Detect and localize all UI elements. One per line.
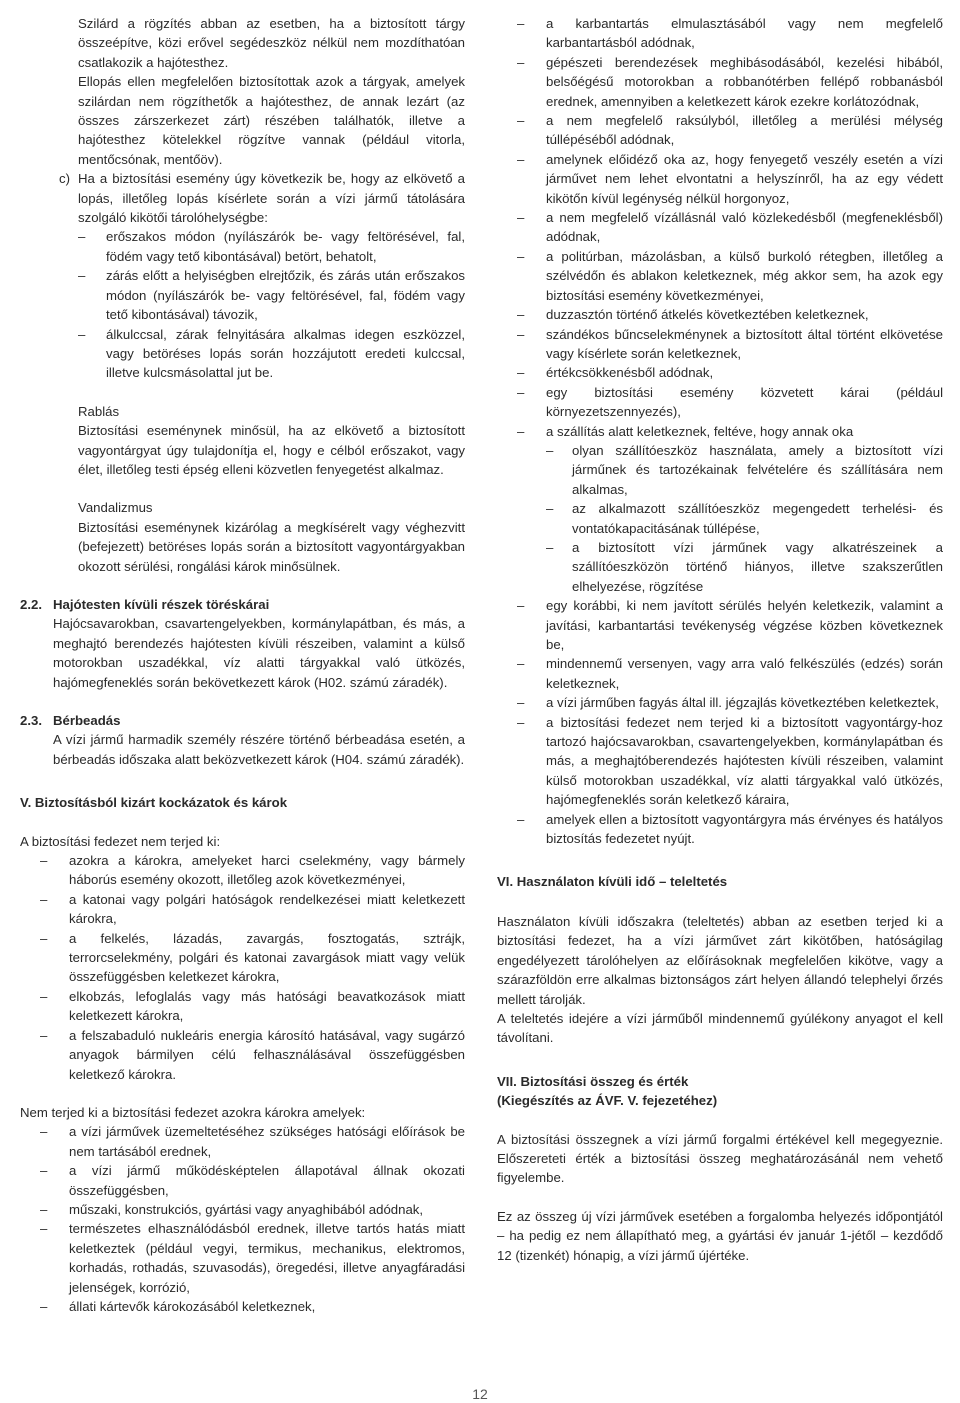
section-vii-text-2: Ez az összeg új vízi járművek esetében a forgalomba helyezés időpontjától – ha pedig ez nem állapítható meg, a gyártási év január 1-jétől – kezdődő 12 (tizenkét) hónapig, a vízi jármű újértéke. (497, 1208, 943, 1263)
exclusion-item: – a felszabaduló nukleáris energia károsító hatásával, vagy sugárzó anyagok bármilyen célú felhasználásával összefüggésben keletkező károkra. (20, 1026, 465, 1084)
section-2-3-number: 2.3. (20, 713, 42, 728)
exclusion-item: – azokra a károkra, amelyeket harci cselekmény, vagy bármely háborús esemény okozott, illetőleg azok következményei, (20, 851, 465, 890)
clause-c (20, 169, 465, 227)
exclusion-item: – természetes elhasználódásból erednek, illetve tartós hatás miatt keletkeztek (például vegyi, termikus, mechanikus, elektromos, korhadás, rothadás, szuvasodás), öregedési, illetve anyagfáradási jelenségek, korrózió, (20, 1219, 465, 1297)
exclusion-item: – a vízi jármű működésképtelen állapotával állnak okozati összefüggésben, (20, 1161, 465, 1200)
section-2-2-text: Hajócsavarokban, csavartengelyekben, kormánylapátban, és más, a meghajtó berendezés hajótesten kívüli részeiben, valamint a külső motorokban uszadékkal, víz alatti tárgyakkal való ütközés, hajómegfeneklés során bekövetkezett károk (H02. számú záradék). (53, 616, 465, 690)
intro-paragraph: Szilárd a rögzítés abban az esetben, ha a biztosított tárgy összeépítve, közi erővel segédeszköz nélkül nem mozdíthatóan csatlakozik a hajótesthez. (78, 16, 465, 70)
section-v-title: V. Biztosításból kizárt kockázatok és károk (20, 795, 288, 811)
exclusion-item: – amelyek ellen a biztosított vagyontárgyra más érvényes és hatályos biztosítás fedezetet nyújt. (497, 810, 943, 849)
exclusion-item: – duzzasztón történő átkelés következtében keletkeznek, (497, 305, 943, 324)
section-vii-title: VII. Biztosítási összeg és érték (497, 1073, 689, 1089)
exclusion-item: – a politúrban, mázolásban, a külső burkoló rétegben, illetőleg a szélvédőn és ablakon keletkeznek, még akkor sem, ha azok egy biztosítási esemény következményei, (497, 247, 943, 305)
exclusion-item: – egy korábbi, ki nem javított sérülés helyén keletkezik, valamint a javítási, karbantartási tevékenység végzése közben következnek be, (497, 596, 943, 654)
section-2-3-title: Bérbeadás (53, 713, 121, 728)
robbery-text: Biztosítási eseménynek minősül, ha az elkövető a biztosított vagyontárgyat úgy tulajdonítja el, hogy e célból erőszakot, vagy élet, illetőleg testi épség elleni közvetlen fenyegetést alkalmaz. (78, 423, 465, 477)
exclusion-item: – a felkelés, lázadás, zavargás, fosztogatás, sztrájk, terrorcselekmény, polgári és katonai zavargások miatt vagy velük összefüggésben keletkezet károkra, (20, 929, 465, 987)
section-v-intro: A biztosítási fedezet nem terjed ki: (20, 833, 221, 849)
clause-c-item: – zárás előtt a helyiségben elrejtőzik, és zárás után erőszakos módon (nyílászárók be- vagy feltörésével, fal, födém vagy tető kibontásával) távozik, (20, 266, 465, 324)
exclusion-item: – értékcsökkenésből adódnak, (497, 363, 943, 382)
vandalism-text: Biztosítási eseménynek kizárólag a megkísérelt vagy véghezvitt (befejezett) betöréses lopás során a biztosított vagyontárgyakban okozott sérülési, rongálási károk minősülnek. (78, 519, 465, 574)
clause-c-item: – álkulccsal, zárak felnyitására alkalmas idegen eszközzel, vagy betöréses lopás során hozzájutott eredeti kulccsal, illetve kulcsmásolattal jut be. (20, 325, 465, 383)
section-vi-text-2: A teleltetés idejére a vízi járműből mindennemű gyúlékony anyagot el kell távolítani. (497, 1010, 943, 1046)
right-column (497, 14, 943, 1265)
clause-c-text: Ha a biztosítási esemény úgy következik be, hogy az elkövető a lopás, illetőleg lopás kísérlete során a vízi jármű tátolására szolgáló kikötői tárolóhelységbe: (78, 171, 465, 226)
exclusion-item: – a karbantartás elmulasztásából vagy nem megfelelő karbantartásból adódnak, (497, 14, 943, 53)
exclusion-item: – a szállítás alatt keletkeznek, feltéve, hogy annak oka (497, 422, 943, 441)
exclusion-item: – gépészeti berendezések meghibásodásából, kezelési hibából, belsőégésű motorokban a robbanótérben fellépő robbanásból erednek, amennyiben a keletkezett károk ezekre korlátozódnak, (497, 53, 943, 111)
section-v2-intro: Nem terjed ki a biztosítási fedezet azokra károkra amelyek: (20, 1104, 366, 1120)
left-column (20, 14, 465, 1316)
section-vi-title: VI. Használaton kívüli idő – teleltetés (497, 874, 728, 890)
exclusion-item: – a katonai vagy polgári hatóságok rendelkezései miatt keletkezett károkra, (20, 890, 465, 929)
section-vii-subtitle: (Kiegészítés az ÁVF. V. fejezetéhez) (497, 1093, 718, 1109)
clause-c-label: c) (59, 171, 70, 187)
exclusion-item: – állati kártevők károkozásából keletkeznek, (20, 1297, 465, 1316)
exclusion-item: – szándékos bűncselekménynek a biztosított által történt elkövetése vagy kísérlete során keletkeznek, (497, 325, 943, 364)
exclusion-item: – elkobzás, lefoglalás vagy más hatósági beavatkozások miatt keletkezett károkra, (20, 987, 465, 1026)
robbery-title: Rablás (78, 403, 120, 419)
vandalism-title: Vandalizmus (78, 500, 153, 516)
page-number: 12 (472, 1386, 488, 1402)
transport-subitem: – a biztosított vízi járműnek vagy alkatrészeinek a szállítóeszközön történő hiányos, illetve szakszerűtlen elhelyezése, rögzítése (497, 538, 943, 596)
section-2-2-title: Hajótesten kívüli részek töréskárai (53, 596, 270, 612)
section-2-2 (20, 595, 465, 692)
exclusion-item: – mindennemű versenyen, vagy arra való felkészülés (edzés) során keletkeznek, (497, 654, 943, 693)
exclusion-item: – a nem megfelelő vízállásnál való közlekedésből (megfeneklésből) adódnak, (497, 208, 943, 247)
transport-subitem: – az alkalmazott szállítóeszköz megengedett terhelési- és vontatókapacitásának túllépése, (497, 499, 943, 538)
exclusion-item: – a vízi járműben fagyás által ill. jégzajlás következtében keletkeztek, (497, 693, 943, 712)
transport-subitem: – olyan szállítóeszköz használata, amely a biztosított vízi járműnek és tartozékainak felvételére és szállítására nem alkalmas, (497, 441, 943, 499)
section-2-2-number: 2.2. (20, 596, 42, 612)
exclusion-item: – a biztosítási fedezet nem terjed ki a biztosított vagyontárgy-hoz tartozó hajócsavarokban, csavartengelyekben, kormánylapátban és más, a meghajtóberendezés hajótesten kívüli részeiben, valamint külső motorokban uszadékkal, víz alatti tárgyakkal való ütközés, hajómegfeneklés során keletkező káraira, (497, 713, 943, 810)
exclusion-item: – a nem megfelelő raksúlyból, illetőleg a merülési mélység túllépéséből adódnak, (497, 111, 943, 150)
section-2-3-text: A vízi jármű harmadik személy részére történő bérbeadása esetén, a bérbeadás időszaka alatt beközvetkezett károk (H04. számú záradék). (53, 732, 465, 767)
exclusion-item: – a vízi járművek üzemeltetéséhez szükséges hatósági előírások be nem tartásából erednek, (20, 1122, 465, 1161)
clause-c-item: – erőszakos módon (nyílászárók be- vagy feltörésével, fal, födém vagy tető kibontásával) betört, behatolt, (20, 227, 465, 266)
exclusion-item: – műszaki, konstrukciós, gyártási vagy anyaghibából adódnak, (20, 1200, 465, 1219)
section-2-3 (20, 711, 465, 769)
section-vii-text: A biztosítási összegnek a vízi jármű forgalmi értékével kell megegyeznie. Előszereteti érték a biztosítási összeg meghatározásánál nem vehető figyelembe. (497, 1131, 943, 1186)
section-vi-text: Használaton kívüli időszakra (teleltetés) abban az esetben terjed ki a biztosítási fedezet, ha a vízi járművet zárt kikötőben, hatóságilag engedélyezett tárolóhelyen az előírásoknak megfelelően kikötve, vagy a szárazföldön erre alkalmas biztonságos zárt helyen állandó telephelyi őrzés mellett tárolják. (497, 913, 943, 1007)
exclusion-item: – amelynek előidéző oka az, hogy fenyegető veszély esetén a vízi járművet nem lehet elvontatni a helyszínről, ha az egy védett kikötőn kívül legénység nélkül horgonyoz, (497, 150, 943, 208)
exclusion-item: – egy biztosítási esemény közvetett kárai (például környezetszennyezés), (497, 383, 943, 422)
theft-paragraph: Ellopás ellen megfelelően biztosítottak azok a tárgyak, amelyek szilárdan nem rögzíthetők a hajótesthez, de annak lezárt (az összes zárszerkezet zárt) részében találhatók, illetve a hajótesthez kötelekkel rögzítve vannak (például vitorla, mentőcsónak, mentőöv). (78, 74, 465, 167)
